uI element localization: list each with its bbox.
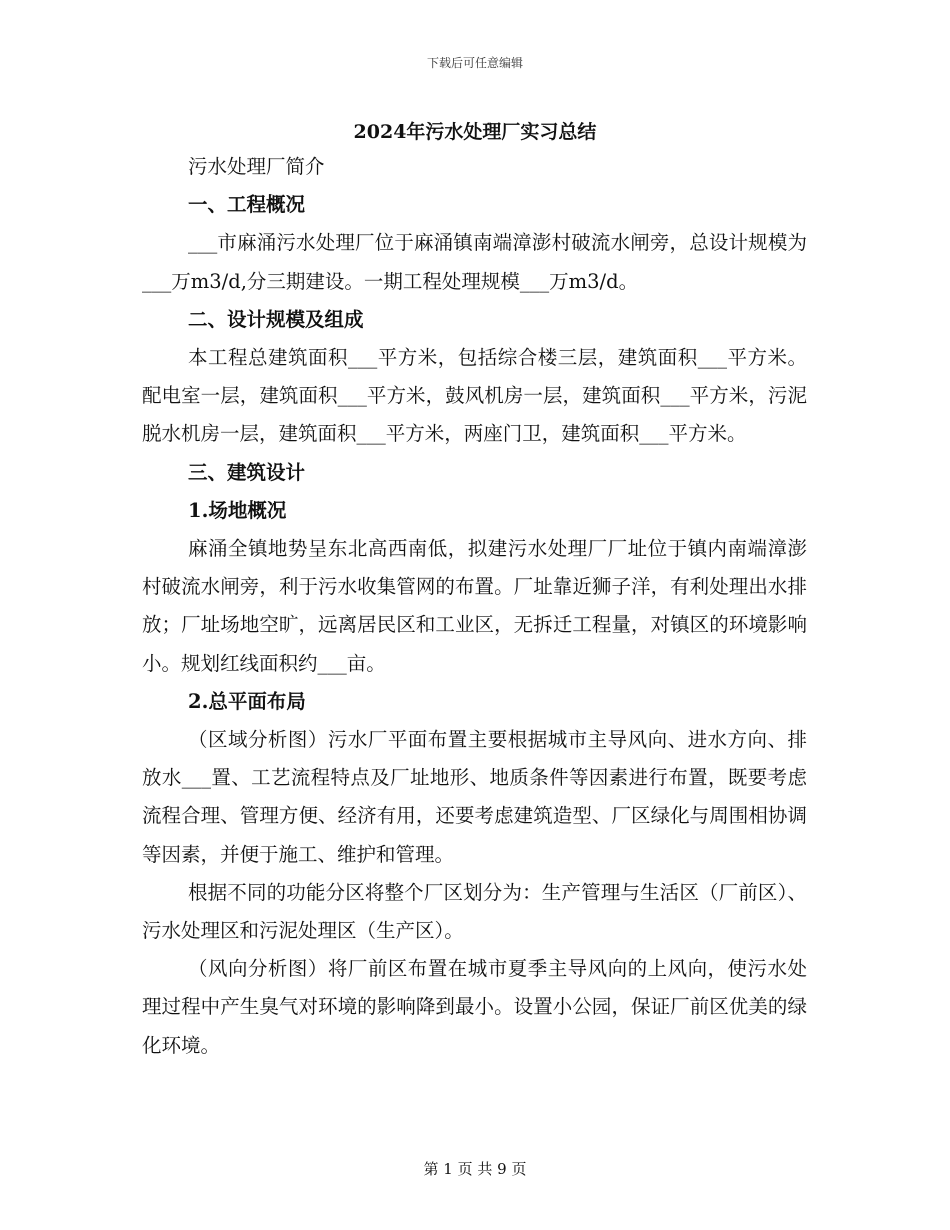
paragraph: ___市麻涌污水处理厂位于麻涌镇南端漳澎村破流水闸旁，总设计规模为___万m3/d,分三期建设。一期工程处理规模___万m3/d。	[142, 231, 807, 293]
paragraph: （区域分析图）污水厂平面布置主要根据城市主导风向、进水方向、排放水___置、工艺流程特点及厂址地形、地质条件等因素进行布置，既要考虑流程合理、管理方便、经济有用，还要考虑建筑造型、厂区绿化与周围相协调等因素，并便于施工、维护和管理。	[142, 728, 807, 866]
paragraph: （风向分析图）将厂前区布置在城市夏季主导风向的上风向，使污水处理过程中产生臭气对环境的影响降到最小。设置小公园，保证厂前区优美的绿化环境。	[142, 957, 807, 1057]
header-note: 下载后可任意编辑	[426, 56, 523, 70]
section-heading: 三、建筑设计	[188, 460, 306, 484]
subsection-heading: 1.场地概况	[188, 498, 287, 522]
paragraph: 本工程总建筑面积___平方米，包括综合楼三层，建筑面积___平方米。配电室一层，建筑面积___平方米，鼓风机房一层，建筑面积___平方米，污泥脱水机房一层，建筑面积___平方米，两座门卫，建筑面积___平方米。	[142, 346, 807, 446]
paragraph-intro: 污水处理厂简介	[188, 155, 325, 178]
page-footer: 第 1 页 共 9 页	[423, 1160, 527, 1178]
paragraph: 根据不同的功能分区将整个厂区划分为：生产管理与生活区（厂前区）、污水处理区和污泥处理区（生产区）。	[142, 880, 807, 943]
paragraph: 麻涌全镇地势呈东北高西南低，拟建污水处理厂厂址位于镇内南端漳澎村破流水闸旁，利于污水收集管网的布置。厂址靠近狮子洋，有利处理出水排放；厂址场地空旷，远离居民区和工业区，无拆迁工程量，对镇区的环境影响小。规划红线面积约___亩。	[142, 537, 807, 675]
section-heading: 二、设计规模及组成	[188, 307, 364, 331]
document-title: 2024年污水处理厂实习总结	[353, 121, 597, 143]
subsection-heading: 2.总平面布局	[188, 689, 306, 713]
document-body	[142, 148, 807, 1065]
section-heading: 一、工程概况	[188, 193, 306, 217]
